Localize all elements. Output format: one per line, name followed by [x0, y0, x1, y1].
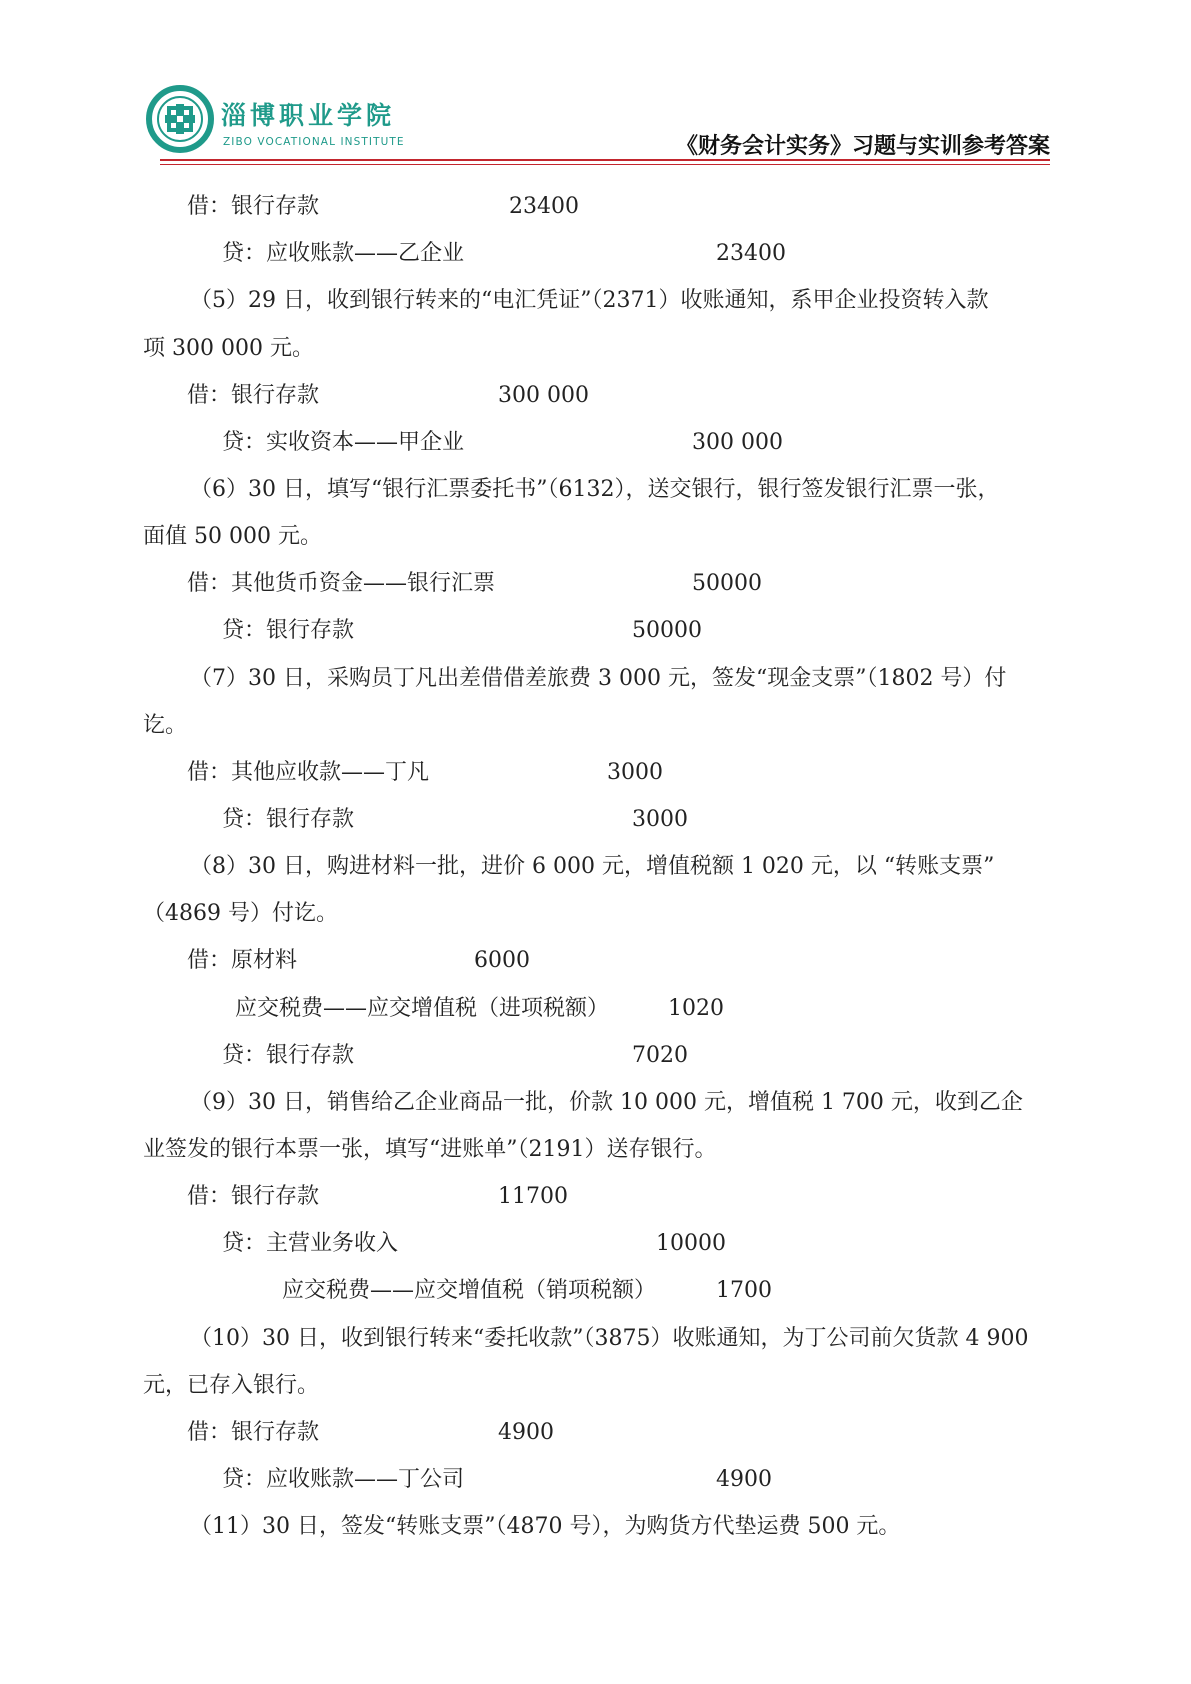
entry-amount: 300 000: [498, 383, 589, 408]
entry-amount: 1700: [716, 1278, 772, 1303]
entry-line: 借：银行存款: [187, 1420, 320, 1445]
entry-line: 贷：应收账款——乙企业: [222, 241, 465, 266]
entry-line: 贷：银行存款: [222, 1043, 355, 1068]
school-name-cn: 淄博职业学院: [221, 101, 396, 130]
entry-amount: 1020: [668, 996, 724, 1021]
entry-line: 借：银行存款: [187, 1184, 320, 1209]
entry-line: 借：原材料: [187, 948, 298, 973]
paragraph-line: （10）30 日，收到银行转来“委托收款”（3875）收账通知，为丁公司前欠货款 4 900: [190, 1326, 1029, 1351]
entry-line: 贷：应收账款——丁公司: [222, 1467, 465, 1492]
entry-amount: 50000: [692, 571, 762, 596]
paragraph-line: （8）30 日，购进材料一批，进价 6 000 元，增值税额 1 020 元，以 “转账支票”: [190, 854, 995, 879]
paragraph-line: （4869 号）付讫。: [143, 901, 338, 926]
entry-amount: 300 000: [692, 430, 783, 455]
entry-amount: 23400: [509, 194, 579, 219]
paragraph-line: 面值 50 000 元。: [143, 524, 322, 549]
entry-line: 应交税费——应交增值税（销项税额）: [282, 1278, 657, 1303]
entry-amount: 10000: [656, 1231, 726, 1256]
document-title: 《财务会计实务》习题与实训参考答案: [675, 134, 1050, 159]
paragraph-line: （5）29 日，收到银行转来的“电汇凭证”（2371）收账通知，系甲企业投资转入款: [190, 288, 989, 313]
entry-line: 贷：主营业务收入: [222, 1231, 399, 1256]
entry-line: 借：银行存款: [187, 194, 320, 219]
entry-line: 借：其他应收款——丁凡: [187, 760, 430, 785]
entry-line: 贷：银行存款: [222, 618, 355, 643]
entry-amount: 7020: [632, 1043, 688, 1068]
school-name-en: ZIBO VOCATIONAL INSTITUTE: [223, 136, 405, 148]
entry-amount: 6000: [474, 948, 530, 973]
entry-amount: 3000: [632, 807, 688, 832]
paragraph-line: 讫。: [143, 713, 188, 738]
entry-amount: 4900: [498, 1420, 554, 1445]
entry-line: 借：银行存款: [187, 383, 320, 408]
paragraph-line: 元，已存入银行。: [143, 1373, 320, 1398]
paragraph-line: 项 300 000 元。: [143, 336, 314, 361]
entry-line: 借：其他货币资金——银行汇票: [187, 571, 496, 596]
paragraph-line: （9）30 日，销售给乙企业商品一批，价款 10 000 元，增值税 1 700 元，收到乙企: [190, 1090, 1023, 1115]
entry-line: 贷：银行存款: [222, 807, 355, 832]
entry-amount: 11700: [498, 1184, 568, 1209]
entry-amount: 23400: [716, 241, 786, 266]
entry-line: 贷：实收资本——甲企业: [222, 430, 465, 455]
entry-amount: 50000: [632, 618, 702, 643]
entry-amount: 4900: [716, 1467, 772, 1492]
paragraph-line: （7）30 日，采购员丁凡出差借借差旅费 3 000 元，签发“现金支票”（1802 号）付: [190, 666, 1007, 691]
entry-amount: 3000: [607, 760, 663, 785]
entry-line: 应交税费——应交增值税（进项税额）: [235, 996, 610, 1021]
paragraph-line: （11）30 日，签发“转账支票”（4870 号），为购货方代垫运费 500 元。: [190, 1514, 901, 1539]
paragraph-line: 业签发的银行本票一张，填写“进账单”（2191）送存银行。: [143, 1137, 717, 1162]
paragraph-line: （6）30 日，填写“银行汇票委托书”（6132），送交银行，银行签发银行汇票一张，: [190, 477, 1000, 502]
